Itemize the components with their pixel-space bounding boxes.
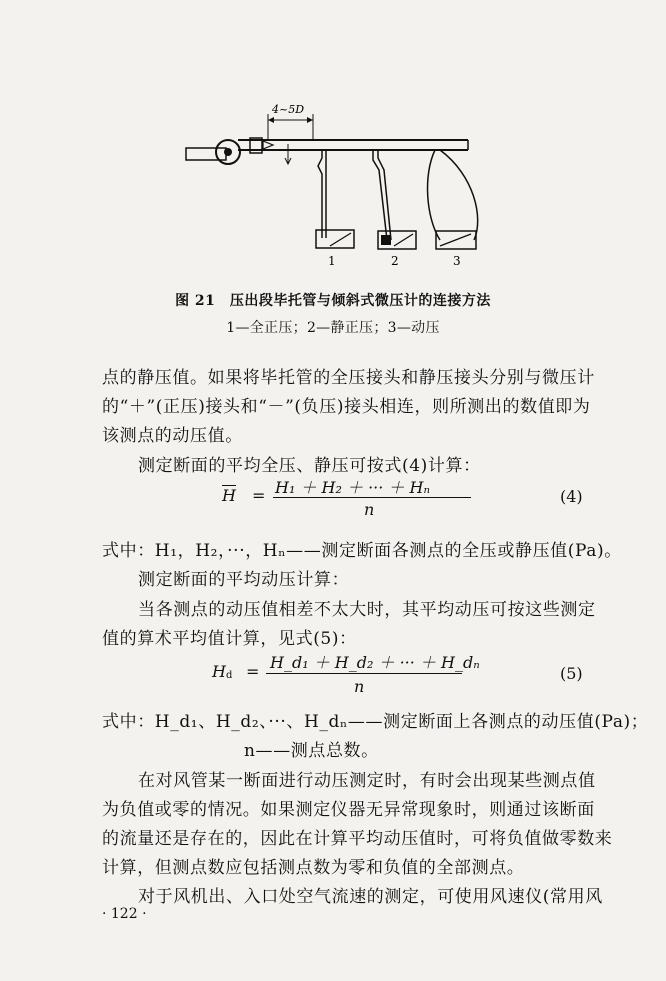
eq5-lhs: H [212, 662, 226, 681]
body-line: 该测点的动压值。 [102, 426, 243, 446]
eq5-lhs-subscript: d [226, 670, 233, 681]
body-line: 当各测点的动压值相差不太大时，其平均动压可按这些测定 [138, 600, 596, 620]
pitot-tube-1 [318, 150, 322, 238]
figure-caption-legend: 1—全正压；2—静正压；3—动压 [226, 320, 440, 336]
body-line: 测定断面的平均全压、静压可按式(4)计算： [138, 456, 481, 476]
fan-inlet [186, 148, 226, 160]
body-line: 在对风管某一断面进行动压测定时，有时会出现某些测点值 [138, 771, 596, 791]
eq5-denominator: n [354, 677, 365, 696]
body-line: 对于风机出、入口处空气流速的测定，可使用风速仪(常用风 [138, 887, 603, 907]
dimension-label: 4~5D [272, 103, 305, 116]
eq4-numerator: H₁ ＋ H₂ ＋ ··· ＋ Hₙ [275, 478, 430, 497]
body-line: 为负值或零的情况。如果测定仪器无异常现象时，则通过该断面 [102, 800, 595, 820]
pitot-tube-3 [428, 150, 440, 240]
gauge-label-3: 3 [453, 254, 461, 268]
body-line: 测定断面的平均动压计算： [138, 570, 350, 590]
body-line: 点的静压值。如果将毕托管的全压接头和静压接头分别与微压计 [102, 368, 595, 388]
figure-caption-title: 图 21 压出段毕托管与倾斜式微压计的连接方法 [175, 293, 491, 309]
body-line: 值的算术平均值计算，见式(5)： [102, 629, 357, 649]
book-page: 4~5D 1 2 3 图 21 压出段毕托管与倾斜式微压计的连接方法 1—全正压；2—静正压；3—动压 点的静压值。如果将毕托管的全压接头和静压接头分别与微压计 的“＋”(正压)接头和“－”(负压)接头相连，则所测出的数值即为 该测点的动压值。 测定断面的平均全压、静压可按式(4)计算： $\overline{H}$ = H₁ ＋ H₂ ＋ ··· ＋ Hₙ n (4) 式中：H₁，H₂，···，Hₙ——测定断面各测点的全压或静压值(Pa)。 测定断面的平均动压计算： 当各测点的动压值相差不太大时，其平均动压可按这些测定 值的算术平均值计算，见式(5)： H d = H_d₁ ＋ H_d₂ ＋ ··· ＋ H_dₙ n (5) 式中：H_d₁、H_d₂、···、H_dₙ——测定断面上各测点的动压值(Pa)； n——测点总数。 在对风管某一断面进行动压测定时，有时会出现某些测点值 为负值或零的情况。如果测定仪器无异常现象时，则通过该断面 的流量还是存在的，因此在计算平均动压值时，可将负值做零数来 计算，但测点数应包括测点数为零和负值的全部测点。 对于风机出、入口处空气流速的测定，可使用风速仪(常用风 · 122 · [0, 0, 666, 981]
gauge-label-2: 2 [391, 254, 399, 268]
gauge-label-1: 1 [328, 254, 336, 268]
body-line: 式中：H_d₁、H_d₂、···、H_dₙ——测定断面上各测点的动压值(Pa)； [102, 712, 649, 732]
body-line: 计算，但测点数应包括测点数为零和负值的全部测点。 [102, 858, 525, 878]
eq5-numerator: H_d₁ ＋ H_d₂ ＋ ··· ＋ H_dₙ [270, 653, 480, 672]
body-line: n——测点总数。 [244, 741, 379, 761]
pitot-tube-diagram [168, 100, 498, 275]
page-number: · 122 · [102, 906, 147, 922]
body-line: 的流量还是存在的，因此在计算平均动压值时，可将负值做零数来 [102, 829, 613, 849]
body-line: 式中：H₁，H₂，···，Hₙ——测定断面各测点的全压或静压值(Pa)。 [102, 541, 622, 561]
eq4-denominator: n [364, 500, 375, 519]
eq4-number: (4) [560, 487, 583, 506]
eq5-number: (5) [560, 664, 583, 683]
eq4-lhs: $\overline{H}$ [222, 486, 236, 505]
body-line: 的“＋”(正压)接头和“－”(负压)接头相连，则所测出的数值即为 [102, 397, 591, 417]
